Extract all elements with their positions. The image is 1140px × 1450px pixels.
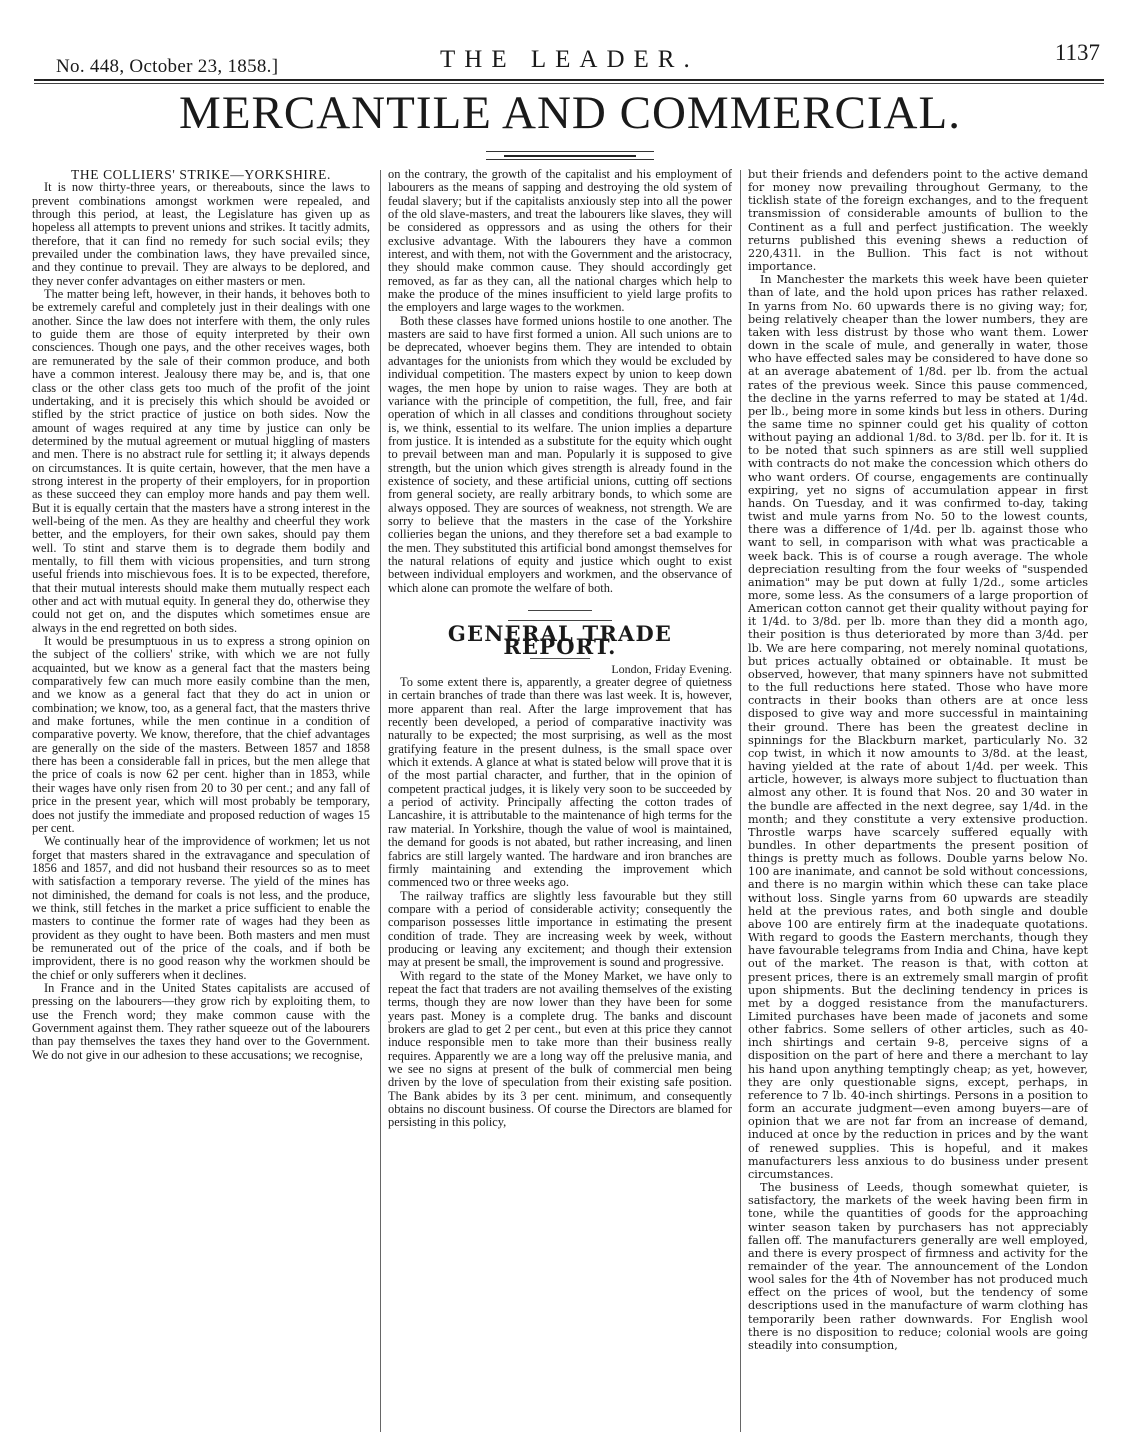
publication-name: THE LEADER.	[440, 46, 699, 73]
dateline: London, Friday Evening.	[611, 661, 732, 676]
article-paragraph: To some extent there is, apparently, a greater degree of quietness in certain branches of trade than there was last week. It is, however, more apparent than real. After the large improvement that has recently been developed, a period of comparative inactivity was naturally to be expected; the most surprising, as well as the most gratifying feature in the present dulness, is the small space over which it extends. A glance at what is stated below will prove that it is of the most partial character, and further, that in the opinion of competent practical judges, it is likely very soon to be succeeded by a period of activity. Principally affecting the cotton trades of Lancashire, it is attributable to the maintenance of high terms for the raw material. In Yorkshire, though the value of wool is maintained, the demand for goods is not abated, but rather increasing, and linen fabrics are still largely wanted. The hardware and iron branches are firmly maintaining and extending the improvement which commenced two or three weeks ago.	[388, 675, 732, 890]
article-paragraph: It is now thirty-three years, or thereabouts, since the laws to prevent combinations amongst workmen were repealed, and through this period, at least, the Legislature has given up as hopeless all attempts to prevent unions and strikes. It tacitly admits, therefore, that it can find no remedy for such social evils; they prevailed under the combination laws, they have prevailed since, and they continue to prevail. They are always to be deplored, and they never confer advantages on either masters or men.	[32, 180, 370, 288]
article-paragraph: Both these classes have formed unions hostile to one another. The masters are said to have first formed a union. All such unions are to be deprecated, whoever begins them. They are intended to obtain advantages for the unionists from which they would be excluded by individual competition. The masters expect by union to keep down wages, the men hope by union to raise wages. They are both at variance with the principle of competition, the full, free, and fair operation of which in all classes and conditions throughout society is, we think, essential to its welfare. The union implies a departure from justice. It is intended as a substitute for the equity which ought to prevail between man and man. Popularly it is supposed to give strength, but the union which gives strength is already found in the existence of society, and these artificial unions, cutting off sections from general society, are really arbitrary bonds, to which some are always opposed. They are sources of weakness, not strength. We are sorry to believe that the masters in the case of the Yorkshire collieries began the unions, and they therefore set a bad example to the men. They substituted this artificial bond amongst themselves for the natural relations of equity and justice which ought to exist between individual employers and workmen, and the observance of which alone can promote the welfare of both.	[388, 313, 732, 595]
title-ornament-rule	[486, 150, 654, 160]
header-rule-thin	[34, 83, 1104, 84]
article-paragraph: The matter being left, however, in their hands, it behoves both to be extremely careful and completely just in their dealings with one another. Since the law does not interfere with them, the only rules to guide them are those of equity interpreted by their own consciences. Though one pays, and the other receives wages, both are remunerated by the sale of their common produce, and both have a common interest. Jealousy there may be, and is, that one class or the other class gets too much of the profit of the joint undertaking, and it is precisely this which should be avoided or stifled by the strict practice of justice on both sides. Now the amount of wages required at any time by justice can only be determined by the mutual agreement or mutual higgling of masters and men. There is no abstract rule for settling it; it always depends on circumstances. It is quite certain, however, that the men have a strong interest in the property of their employers, for in proportion as these succeed they can employ more hands and pay them well. But it is equally certain that the masters have a strong interest in the well-being of the men. As they are healthy and cheerful they work better, and the employers, for their own sakes, should pay them well. To stint and starve them is to degrade them bodily and mentally, to fill them with vicious propensities, and turn strong useful friends into mischievous foes. It is to be expected, therefore, that their mutual interests should make them mutually respect each other and act with mutual equity. In general they do, otherwise they could not get on, and the disputes which sometimes ensue are always in the end regretted on both sides.	[32, 287, 370, 635]
article-paragraph-continued: but their friends and defenders point to the active demand for money now prevailing throughout Germany, to the ticklish state of the foreign exchanges, and to the frequent transmission of considerable amounts of bullion to the Continent as a full and perfect justification. The weekly returns published this evening shews a reduction of 220,431l. in the Bullion. This fact is not without importance.	[748, 168, 1088, 274]
article-title-colliers-strike: THE COLLIERS' STRIKE—YORKSHIRE.	[71, 168, 331, 182]
article-paragraph: In France and in the United States capitalists are accused of pressing on the labourers—they grow rich by exploiting them, to use the French word; they make common cause with the Government against them. They rather squeeze out of the labourers than pay themselves the taxes they hand over to the Government. We do not give in our adhesion to these accusations; we recognise,	[32, 980, 370, 1062]
section-title: MERCANTILE AND COMMERCIAL.	[179, 87, 961, 139]
running-header	[0, 38, 1140, 78]
article-paragraph-continued: on the contrary, the growth of the capitalist and his employment of labourers as the means of sapping and destroying the old system of feudal slavery; but if the capitalists anxiously step into all the power of the old slave-masters, and treat the labourers like slaves, they will be considered as oppressors and as using the others for their exclusive advantage. With the labourers they have a common interest, and with them, not with the Government and the aristocracy, they should make common cause. They should accordingly get removed, as far as they can, all the national charges which help to make the produce of the mines insufficient to yield large profits to the employers and large wages to the workmen.	[388, 168, 732, 315]
article-paragraph: We continually hear of the improvidence of workmen; let us not forget that masters shared in the extravagance and speculation of 1856 and 1857, and did not husband their resources so as to meet with satisfaction a temporary reverse. The yield of the mines has not diminished, the demand for coals is not less, and the produce, we think, still fetches in the market a price sufficient to enable the masters to continue the former rate of wages had they been as provident as they ought to have been. Both masters and men must be remunerated out of the price of the coals, and if both be improvident, there is no good reason why the workmen should be the chief or only sufferers when it declines.	[32, 834, 370, 982]
header-rule	[34, 79, 1104, 81]
article-paragraph: The railway traffics are slightly less favourable but they still compare with a period of considerable activity; consequently the comparison possesses little importance in estimating the present condition of trade. They are increasing week by week, without producing or leaving any excitement; and though their extension may at present be small, the improvement is sound and progressive.	[388, 888, 732, 970]
column-divider	[380, 170, 381, 1432]
issue-line: No. 448, October 23, 1858.]	[56, 56, 279, 77]
article-paragraph: With regard to the state of the Money Market, we have only to repeat the fact that traders are not availing themselves of the existing terms, though they are now lower than they have been for some years past. Money is a complete drug. The banks and discount brokers are glad to get 2 per cent., but even at this price they cannot induce responsible men to take more than their business really requires. Apparently we are a long way off the prelusive mania, and we see no signs at present of the bulk of commercial men being driven by the love of speculation from their existing safe position. The Bank abides by its 3 per cent. minimum, and consequently obtains no discount business. Of course the Directors are blamed for persisting in this policy,	[388, 968, 732, 1130]
article-paragraph: In Manchester the markets this week have been quieter than of late, and the hold upon prices has rather relaxed. In yarns from No. 60 upwards there is no giving way; for, being relatively cheaper than the lower numbers, they are taken with less distrust by those who want them. Lower down in the scale of mule, and generally in water, those who have effected sales may be considered to have done so at an average abatement of 1/8d. per lb. from the actual rates of the previous week. Since this pause commenced, the decline in the yarns referred to may be stated at 1/4d. per lb., being more in some kinds but less in others. During the same time no spinner could get his quality of cotton without paying an addional 1/8d. to 3/8d. per lb. for it. It is to be noted that such spinners as are still well supplied with contracts do not make the concession which others do who want orders. Of course, engagements are continually expiring, yet no signs of accumulation appear in first hands. On Tuesday, and it was confirmed to-day, taking twist and mule yarns from No. 50 to the lowest counts, there was a difference of 1/4d. per lb. against those who want to sell, in comparison with what was practicable a week back. This is of course a rough average. The whole depreciation resulting from the four weeks of "suspended animation" may be put down at fully 1/2d., some articles more, some less. As the consumers of a large proportion of American cotton cannot get their quality without paying for it 1/4d. to 3/8d. per lb. more than they did a month ago, their position is thus deteriorated by more than 3/4d. per lb. We are here comparing, not merely nominal quotations, but prices actually obtained or obtainable. It must be observed, however, that many spinners have not submitted to the full reductions here stated. Those who have more contracts in their books than others are at once less disposed to give way and more successful in maintaining their ground. There has been the greatest decline in spinnings for the Blackburn market, particularly No. 32 cop twist, in which it now amounts to 3/8d. at the least, having yielded at the rate of about 1/4d. per week. This article, however, is always more subject to fluctuation than almost any other. It is found that Nos. 20 and 30 water in the bundle are affected in the next degree, say 1/4d. in the month; and they constitute a very extensive production. Throstle warps have scarcely suffered equally with bundles. In other departments the present position of things is pretty much as follows. Double yarns below No. 100 are inanimate, and cannot be sold without concessions, and there is no margin within which these can take place without loss. Single yarns from 60 upwards are steadily held at the previous rates, and both single and double above 100 are entirely firm at the inadequate quotations. With regard to goods the Eastern merchants, though they have favourable telegrams from India and China, have kept out of the market. The reason is that, with cotton at present prices, there is an extremely small margin of profit upon shipments. But the declining tendency in prices is met by a dogged resistance from the manufacturers. Limited purchases have been made of jaconets and some other fabrics. Some sellers of other articles, such as 40-inch shirtings and certain 9-8, perceive signs of a disposition on the part of here and there a merchant to lay his hand upon anything temptingly cheap; as yet, however, they are only questionable signs, except, perhaps, in reference to 7 lb. 40-inch shirtings. Persons in a position to form an accurate judgment—even among buyers—are of opinion that we are not far from an increase of demand, induced at once by the reduction in prices and by the want of renewed supplies. This is hopeful, and it makes manufacturers less anxious to do business under present circumstances.	[748, 273, 1088, 1181]
column-2	[388, 168, 732, 1434]
column-divider	[740, 170, 741, 1432]
page-number: 1137	[1054, 40, 1100, 65]
article-paragraph: The business of Leeds, though somewhat quieter, is satisfactory, the markets of the week having been firm in tone, while the quantities of goods for the approaching winter season taken by purchasers has not appreciably fallen off. The manufacturers generally are well employed, and there is every prospect of firmness and activity for the remainder of the year. The announcement of the London wool sales for the 4th of November has not produced much effect on the prices of wool, but the tendency of some descriptions used in the manufacture of warm clothing has temporarily been rather downwards. For English wool there is no disposition to reduce; colonial wools are going steadily into consumption,	[748, 1181, 1088, 1352]
column-3	[748, 168, 1088, 1434]
article-title-general-trade-report: GENERAL TRADE REPORT.	[447, 621, 673, 660]
article-separator	[388, 595, 732, 627]
column-1	[32, 168, 370, 1434]
article-paragraph: It would be presumptuous in us to express a strong opinion on the subject of the colliers' strike, with which we are not fully acquainted, but we know as a general fact that the masters being comparatively few can much more easily combine than the men, and we know as a general fact that they do act in union or combination; we know, too, as a general fact, that the masters thrive and make fortunes, while the men continue in a condition of comparative poverty. We know, therefore, that the chief advantages are generally on the side of the masters. Between 1857 and 1858 there has been a considerable fall in prices, but the men allege that the price of coals is now 62 per cent. higher than in 1853, while their wages have only risen from 20 to 30 per cent.; and any fall of price in the present year, which will most probably be temporary, does not justify the immediate and proposed reduction of wages 15 per cent.	[32, 634, 370, 835]
